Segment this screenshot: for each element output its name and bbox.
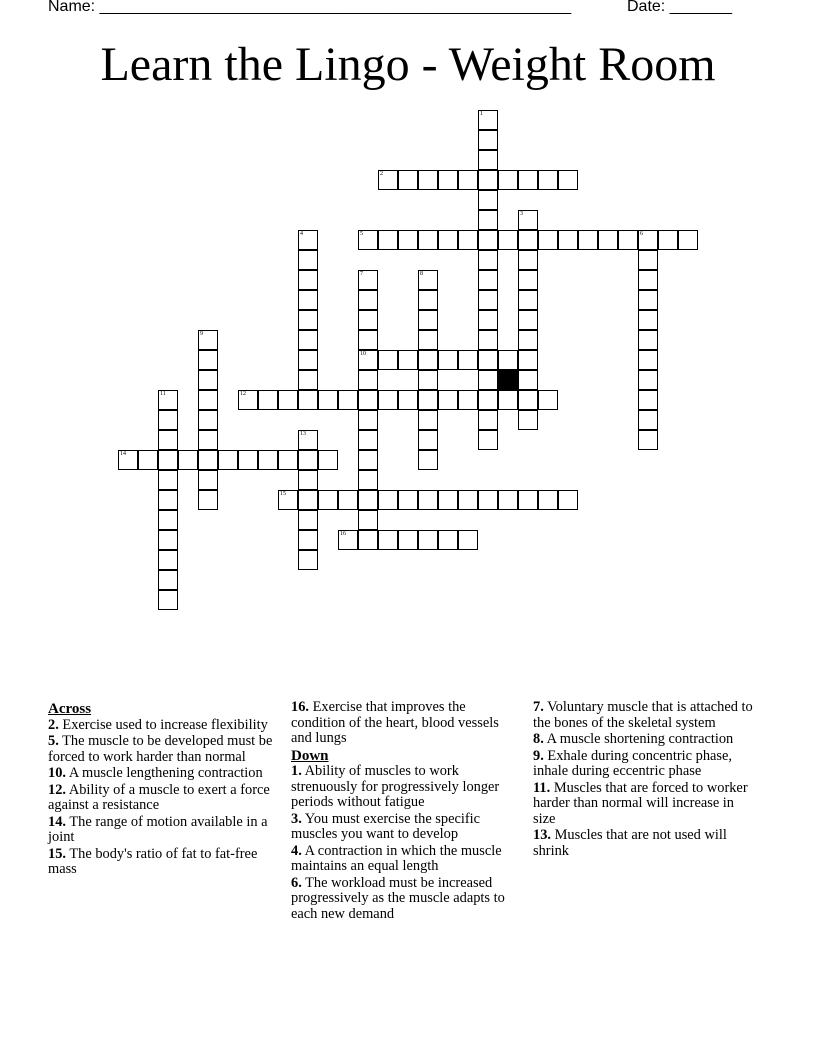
grid-cell[interactable] <box>658 230 678 250</box>
grid-cell[interactable] <box>198 350 218 370</box>
grid-cell[interactable] <box>298 530 318 550</box>
grid-cell[interactable] <box>418 410 438 430</box>
clue-number: 13 <box>300 431 306 437</box>
clue-down-1: 1. Ability of muscles to work strenuously for progressively longer periods without fatigue <box>291 763 500 810</box>
grid-cell[interactable] <box>398 390 418 410</box>
grid-cell[interactable] <box>198 470 218 490</box>
grid-cell[interactable] <box>518 290 538 310</box>
grid-cell[interactable] <box>198 450 218 470</box>
grid-cell[interactable] <box>538 490 558 510</box>
grid-cell[interactable] <box>578 230 598 250</box>
grid-cell[interactable] <box>298 450 318 470</box>
clue-number: 5 <box>360 231 363 237</box>
grid-cell[interactable] <box>418 290 438 310</box>
grid-cell[interactable] <box>398 350 418 370</box>
grid-cell[interactable] <box>358 230 378 250</box>
grid-cell[interactable] <box>518 170 538 190</box>
grid-cell[interactable] <box>418 370 438 390</box>
grid-cell[interactable] <box>618 230 638 250</box>
grid-cell[interactable] <box>378 390 398 410</box>
grid-cell[interactable] <box>298 550 318 570</box>
grid-cell[interactable] <box>158 570 178 590</box>
grid-cell[interactable] <box>418 170 438 190</box>
grid-cell[interactable] <box>458 390 478 410</box>
clue-number: 10 <box>360 351 366 357</box>
clue-down-7: 7. Voluntary muscle that is attached to the bones of the skeletal system <box>533 699 753 731</box>
grid-cell[interactable] <box>398 490 418 510</box>
grid-cell[interactable] <box>438 350 458 370</box>
grid-cell[interactable] <box>298 390 318 410</box>
clue-number: 1 <box>480 111 483 117</box>
grid-cell[interactable] <box>158 510 178 530</box>
clue-number: 7 <box>360 271 363 277</box>
grid-cell[interactable] <box>158 530 178 550</box>
grid-cell[interactable] <box>638 410 658 430</box>
grid-cell[interactable] <box>478 490 498 510</box>
grid-cell[interactable] <box>378 350 398 370</box>
grid-cell[interactable] <box>418 350 438 370</box>
grid-cell[interactable] <box>558 170 578 190</box>
grid-cell[interactable] <box>218 450 238 470</box>
grid-cell[interactable] <box>158 390 178 410</box>
grid-cell[interactable] <box>338 530 358 550</box>
grid-cell[interactable] <box>298 290 318 310</box>
clue-number: 8 <box>420 271 423 277</box>
clue-number: 14 <box>120 451 126 457</box>
grid-cell[interactable] <box>358 450 378 470</box>
grid-cell[interactable] <box>358 510 378 530</box>
grid-cell[interactable] <box>518 330 538 350</box>
grid-cell[interactable] <box>158 490 178 510</box>
grid-cell[interactable] <box>158 550 178 570</box>
grid-cell[interactable] <box>358 410 378 430</box>
clue-number: 9 <box>200 331 203 337</box>
grid-cell[interactable] <box>478 430 498 450</box>
grid-cell[interactable] <box>298 330 318 350</box>
clue-down-4: 4. A contraction in which the muscle maintains an equal length <box>291 842 502 874</box>
grid-cell[interactable] <box>638 390 658 410</box>
grid-cell[interactable] <box>478 310 498 330</box>
grid-cell[interactable] <box>498 170 518 190</box>
grid-cell[interactable] <box>638 350 658 370</box>
grid-cell[interactable] <box>518 230 538 250</box>
grid-cell[interactable] <box>298 490 318 510</box>
grid-cell[interactable] <box>158 410 178 430</box>
grid-cell[interactable] <box>278 450 298 470</box>
grid-cell[interactable] <box>638 370 658 390</box>
grid-cell[interactable] <box>138 450 158 470</box>
grid-cell[interactable] <box>518 390 538 410</box>
grid-cell[interactable] <box>318 490 338 510</box>
grid-cell[interactable] <box>638 290 658 310</box>
grid-cell[interactable] <box>498 490 518 510</box>
grid-cell[interactable] <box>298 230 318 250</box>
grid-cell[interactable] <box>478 150 498 170</box>
grid-cell[interactable] <box>538 230 558 250</box>
grid-cell[interactable] <box>298 510 318 530</box>
grid-cell[interactable] <box>298 270 318 290</box>
clue-number: 12 <box>240 391 246 397</box>
grid-cell[interactable] <box>478 170 498 190</box>
grid-cell[interactable] <box>278 390 298 410</box>
grid-cell[interactable] <box>498 230 518 250</box>
grid-cell[interactable] <box>238 390 258 410</box>
grid-cell[interactable] <box>358 490 378 510</box>
grid-cell[interactable] <box>498 390 518 410</box>
clue-number: 6 <box>640 231 643 237</box>
grid-cell[interactable] <box>378 490 398 510</box>
grid-cell[interactable] <box>518 210 538 230</box>
grid-cell[interactable] <box>598 230 618 250</box>
grid-cell[interactable] <box>538 170 558 190</box>
grid-cell[interactable] <box>358 470 378 490</box>
clue-column-1 <box>48 700 273 879</box>
clue-number: 11 <box>160 391 166 397</box>
grid-cell[interactable] <box>478 210 498 230</box>
grid-cell[interactable] <box>638 310 658 330</box>
clue-down-3: 3. You must exercise the specific muscles you want to develop <box>291 810 481 842</box>
grid-cell[interactable] <box>678 230 698 250</box>
grid-cell[interactable] <box>358 310 378 330</box>
grid-cell[interactable] <box>198 370 218 390</box>
grid-cell[interactable] <box>478 250 498 270</box>
grid-cell[interactable] <box>358 530 378 550</box>
grid-cell[interactable] <box>118 450 138 470</box>
grid-cell[interactable] <box>518 350 538 370</box>
grid-cell[interactable] <box>498 350 518 370</box>
grid-cell[interactable] <box>358 350 378 370</box>
grid-cell[interactable] <box>298 250 318 270</box>
clue-number: 3 <box>520 211 523 217</box>
grid-cell[interactable] <box>418 490 438 510</box>
grid-cell[interactable] <box>418 390 438 410</box>
grid-cell[interactable] <box>358 390 378 410</box>
grid-cell[interactable] <box>158 590 178 610</box>
grid-cell[interactable] <box>518 370 538 390</box>
grid-cell[interactable] <box>638 330 658 350</box>
clue-number: 4 <box>300 231 303 237</box>
grid-cell[interactable] <box>298 350 318 370</box>
grid-cell[interactable] <box>458 530 478 550</box>
grid-cell[interactable] <box>558 230 578 250</box>
clue-down-13: 13. Muscles that are not used will shrink <box>533 827 727 859</box>
clue-across-15: 15. The body's ratio of fat to fat-free mass <box>48 845 258 877</box>
grid-cell[interactable] <box>458 170 478 190</box>
grid-cell[interactable] <box>478 130 498 150</box>
grid-cell[interactable] <box>478 390 498 410</box>
name-line: Name: _____________________________________________________ <box>48 0 572 15</box>
grid-cell[interactable] <box>298 370 318 390</box>
grid-cell[interactable] <box>238 450 258 470</box>
grid-cell[interactable] <box>418 450 438 470</box>
grid-cell[interactable] <box>358 370 378 390</box>
grid-cell[interactable] <box>198 430 218 450</box>
grid-cell[interactable] <box>198 330 218 350</box>
grid-cell[interactable] <box>358 430 378 450</box>
grid-cell[interactable] <box>438 490 458 510</box>
grid-cell[interactable] <box>378 530 398 550</box>
grid-cell[interactable] <box>458 490 478 510</box>
grid-cell[interactable] <box>418 270 438 290</box>
clue-column-2 <box>291 700 521 923</box>
grid-cell[interactable] <box>638 230 658 250</box>
grid-cell[interactable] <box>458 230 478 250</box>
grid-cell[interactable] <box>338 390 358 410</box>
grid-cell[interactable] <box>158 430 178 450</box>
grid-cell[interactable] <box>258 450 278 470</box>
grid-cell[interactable] <box>178 450 198 470</box>
clue-across-10: 10. A muscle lengthening contraction <box>48 765 263 781</box>
grid-cell[interactable] <box>518 490 538 510</box>
grid-cell[interactable] <box>158 470 178 490</box>
grid-cell[interactable] <box>278 490 298 510</box>
grid-cell[interactable] <box>418 310 438 330</box>
clue-number: 2 <box>380 171 383 177</box>
grid-cell[interactable] <box>378 230 398 250</box>
clue-number: 16 <box>340 531 346 537</box>
grid-cell[interactable] <box>398 530 418 550</box>
grid-cell[interactable] <box>478 110 498 130</box>
grid-cell[interactable] <box>378 170 398 190</box>
grid-cell[interactable] <box>318 390 338 410</box>
clue-across-16: 16. Exercise that improves the condition of the heart, blood vessels and lungs <box>291 699 499 746</box>
clue-down-9: 9. Exhale during concentric phase, inhale during eccentric phase <box>533 747 733 779</box>
puzzle-title: Learn the Lingo - Weight Room <box>100 38 716 91</box>
grid-cell[interactable] <box>638 250 658 270</box>
clue-down-11: 11. Muscles that are forced to worker harder than normal will increase in size <box>533 779 748 827</box>
clue-column-3 <box>533 700 758 860</box>
clue-down-6: 6. The workload must be increased progressively as the muscle adapts to each new demand <box>291 874 505 922</box>
clue-across-2: 2. Exercise used to increase flexibility <box>48 716 268 733</box>
clue-number: 15 <box>280 491 286 497</box>
black-cell <box>498 370 518 390</box>
grid-cell[interactable] <box>478 270 498 290</box>
grid-cell[interactable] <box>438 230 458 250</box>
grid-cell[interactable] <box>538 390 558 410</box>
grid-cell[interactable] <box>458 350 478 370</box>
grid-cell[interactable] <box>298 310 318 330</box>
grid-cell[interactable] <box>338 490 358 510</box>
grid-cell[interactable] <box>318 450 338 470</box>
grid-cell[interactable] <box>418 330 438 350</box>
clue-across-5: 5. The muscle to be developed must be forced to work harder than normal <box>48 733 273 765</box>
grid-cell[interactable] <box>438 170 458 190</box>
across-heading: Across <box>48 701 92 717</box>
grid-cell[interactable] <box>298 430 318 450</box>
grid-cell[interactable] <box>438 530 458 550</box>
clue-across-14: 14. The range of motion available in a joint <box>48 813 268 845</box>
down-heading: Down <box>291 747 329 764</box>
grid-cell[interactable] <box>158 450 178 470</box>
grid-cell[interactable] <box>478 370 498 390</box>
grid-cell[interactable] <box>198 410 218 430</box>
grid-cell[interactable] <box>638 430 658 450</box>
grid-cell[interactable] <box>518 310 538 330</box>
grid-cell[interactable] <box>418 530 438 550</box>
clue-across-12: 12. Ability of a muscle to exert a force against a resistance <box>48 781 270 813</box>
grid-cell[interactable] <box>358 330 378 350</box>
grid-cell[interactable] <box>358 270 378 290</box>
grid-cell[interactable] <box>298 470 318 490</box>
grid-cell[interactable] <box>198 490 218 510</box>
date-line: Date: _______ <box>627 0 732 15</box>
grid-cell[interactable] <box>438 390 458 410</box>
grid-cell[interactable] <box>478 290 498 310</box>
grid-cell[interactable] <box>478 190 498 210</box>
grid-cell[interactable] <box>478 410 498 430</box>
grid-cell[interactable] <box>478 350 498 370</box>
grid-cell[interactable] <box>518 410 538 430</box>
grid-cell[interactable] <box>258 390 278 410</box>
clue-down-8: 8. A muscle shortening contraction <box>533 731 734 747</box>
grid-cell[interactable] <box>398 230 418 250</box>
grid-cell[interactable] <box>398 170 418 190</box>
grid-cell[interactable] <box>638 270 658 290</box>
grid-cell[interactable] <box>518 270 538 290</box>
grid-cell[interactable] <box>478 330 498 350</box>
grid-cell[interactable] <box>358 290 378 310</box>
grid-cell[interactable] <box>558 490 578 510</box>
grid-cell[interactable] <box>518 250 538 270</box>
grid-cell[interactable] <box>198 390 218 410</box>
grid-cell[interactable] <box>418 430 438 450</box>
grid-cell[interactable] <box>478 230 498 250</box>
grid-cell[interactable] <box>418 230 438 250</box>
